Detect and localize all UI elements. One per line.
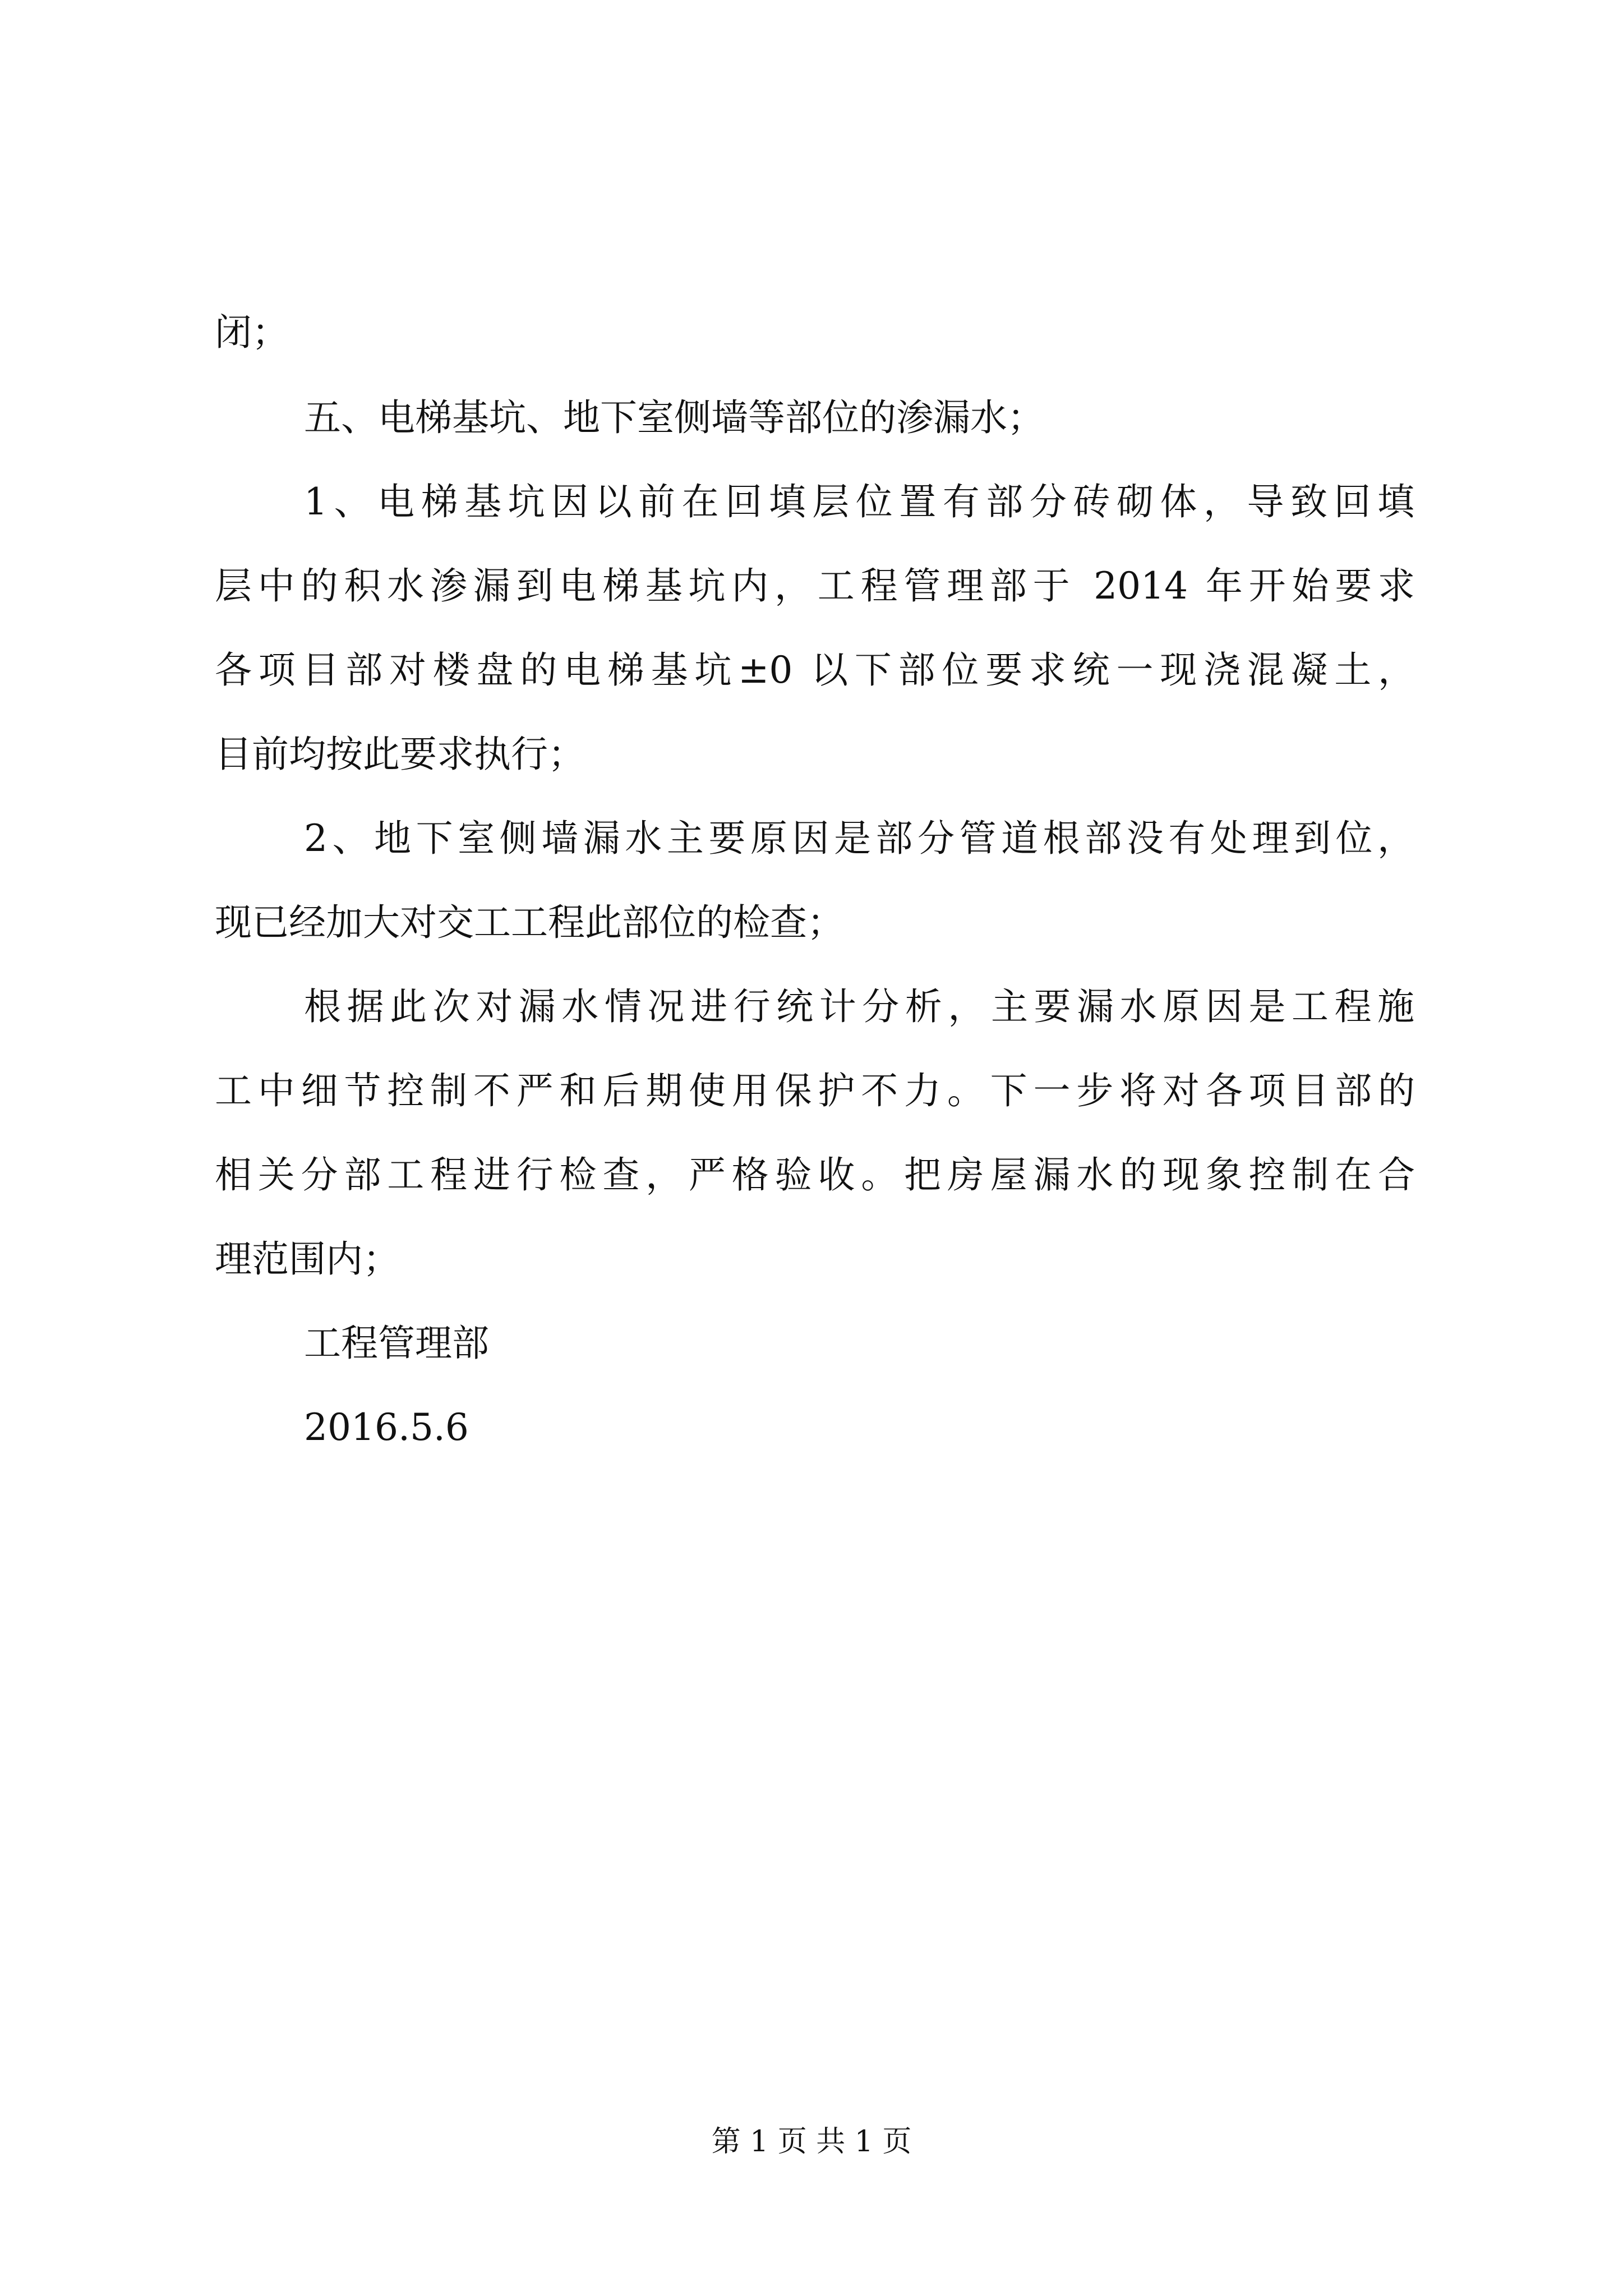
signature-date: 2016.5.6 xyxy=(304,1406,469,1449)
text-line: 理范围内； xyxy=(215,1237,400,1281)
text-line: 闭； xyxy=(215,311,289,354)
text-line: 工中细节控制不严和后期使用保护不力。下一步将对各项目部的 xyxy=(215,1069,1415,1112)
text-line: 目前均按此要求执行； xyxy=(215,733,585,776)
text-line: 各项目部对楼盘的电梯基坑±0 以下部位要求统一现浇混凝土， xyxy=(215,648,1415,692)
text-line: 1、电梯基坑因以前在回填层位置有部分砖砌体，导致回填 xyxy=(304,480,1414,523)
text-line: 2、地下室侧墙漏水主要原因是部分管道根部没有处理到位， xyxy=(304,817,1414,860)
signature-department: 工程管理部 xyxy=(304,1322,489,1365)
text-line: 层中的积水渗漏到电梯基坑内，工程管理部于 2014 年开始要求 xyxy=(215,564,1415,608)
page-footer: 第 1 页 共 1 页 xyxy=(711,2125,912,2159)
section-heading: 五、电梯基坑、地下室侧墙等部位的渗漏水； xyxy=(304,396,1044,439)
text-line: 相关分部工程进行检查，严格验收。把房屋漏水的现象控制在合 xyxy=(215,1153,1415,1197)
text-line: 现已经加大对交工工程此部位的检查； xyxy=(215,901,844,944)
text-line: 根据此次对漏水情况进行统计分析，主要漏水原因是工程施 xyxy=(304,985,1414,1028)
